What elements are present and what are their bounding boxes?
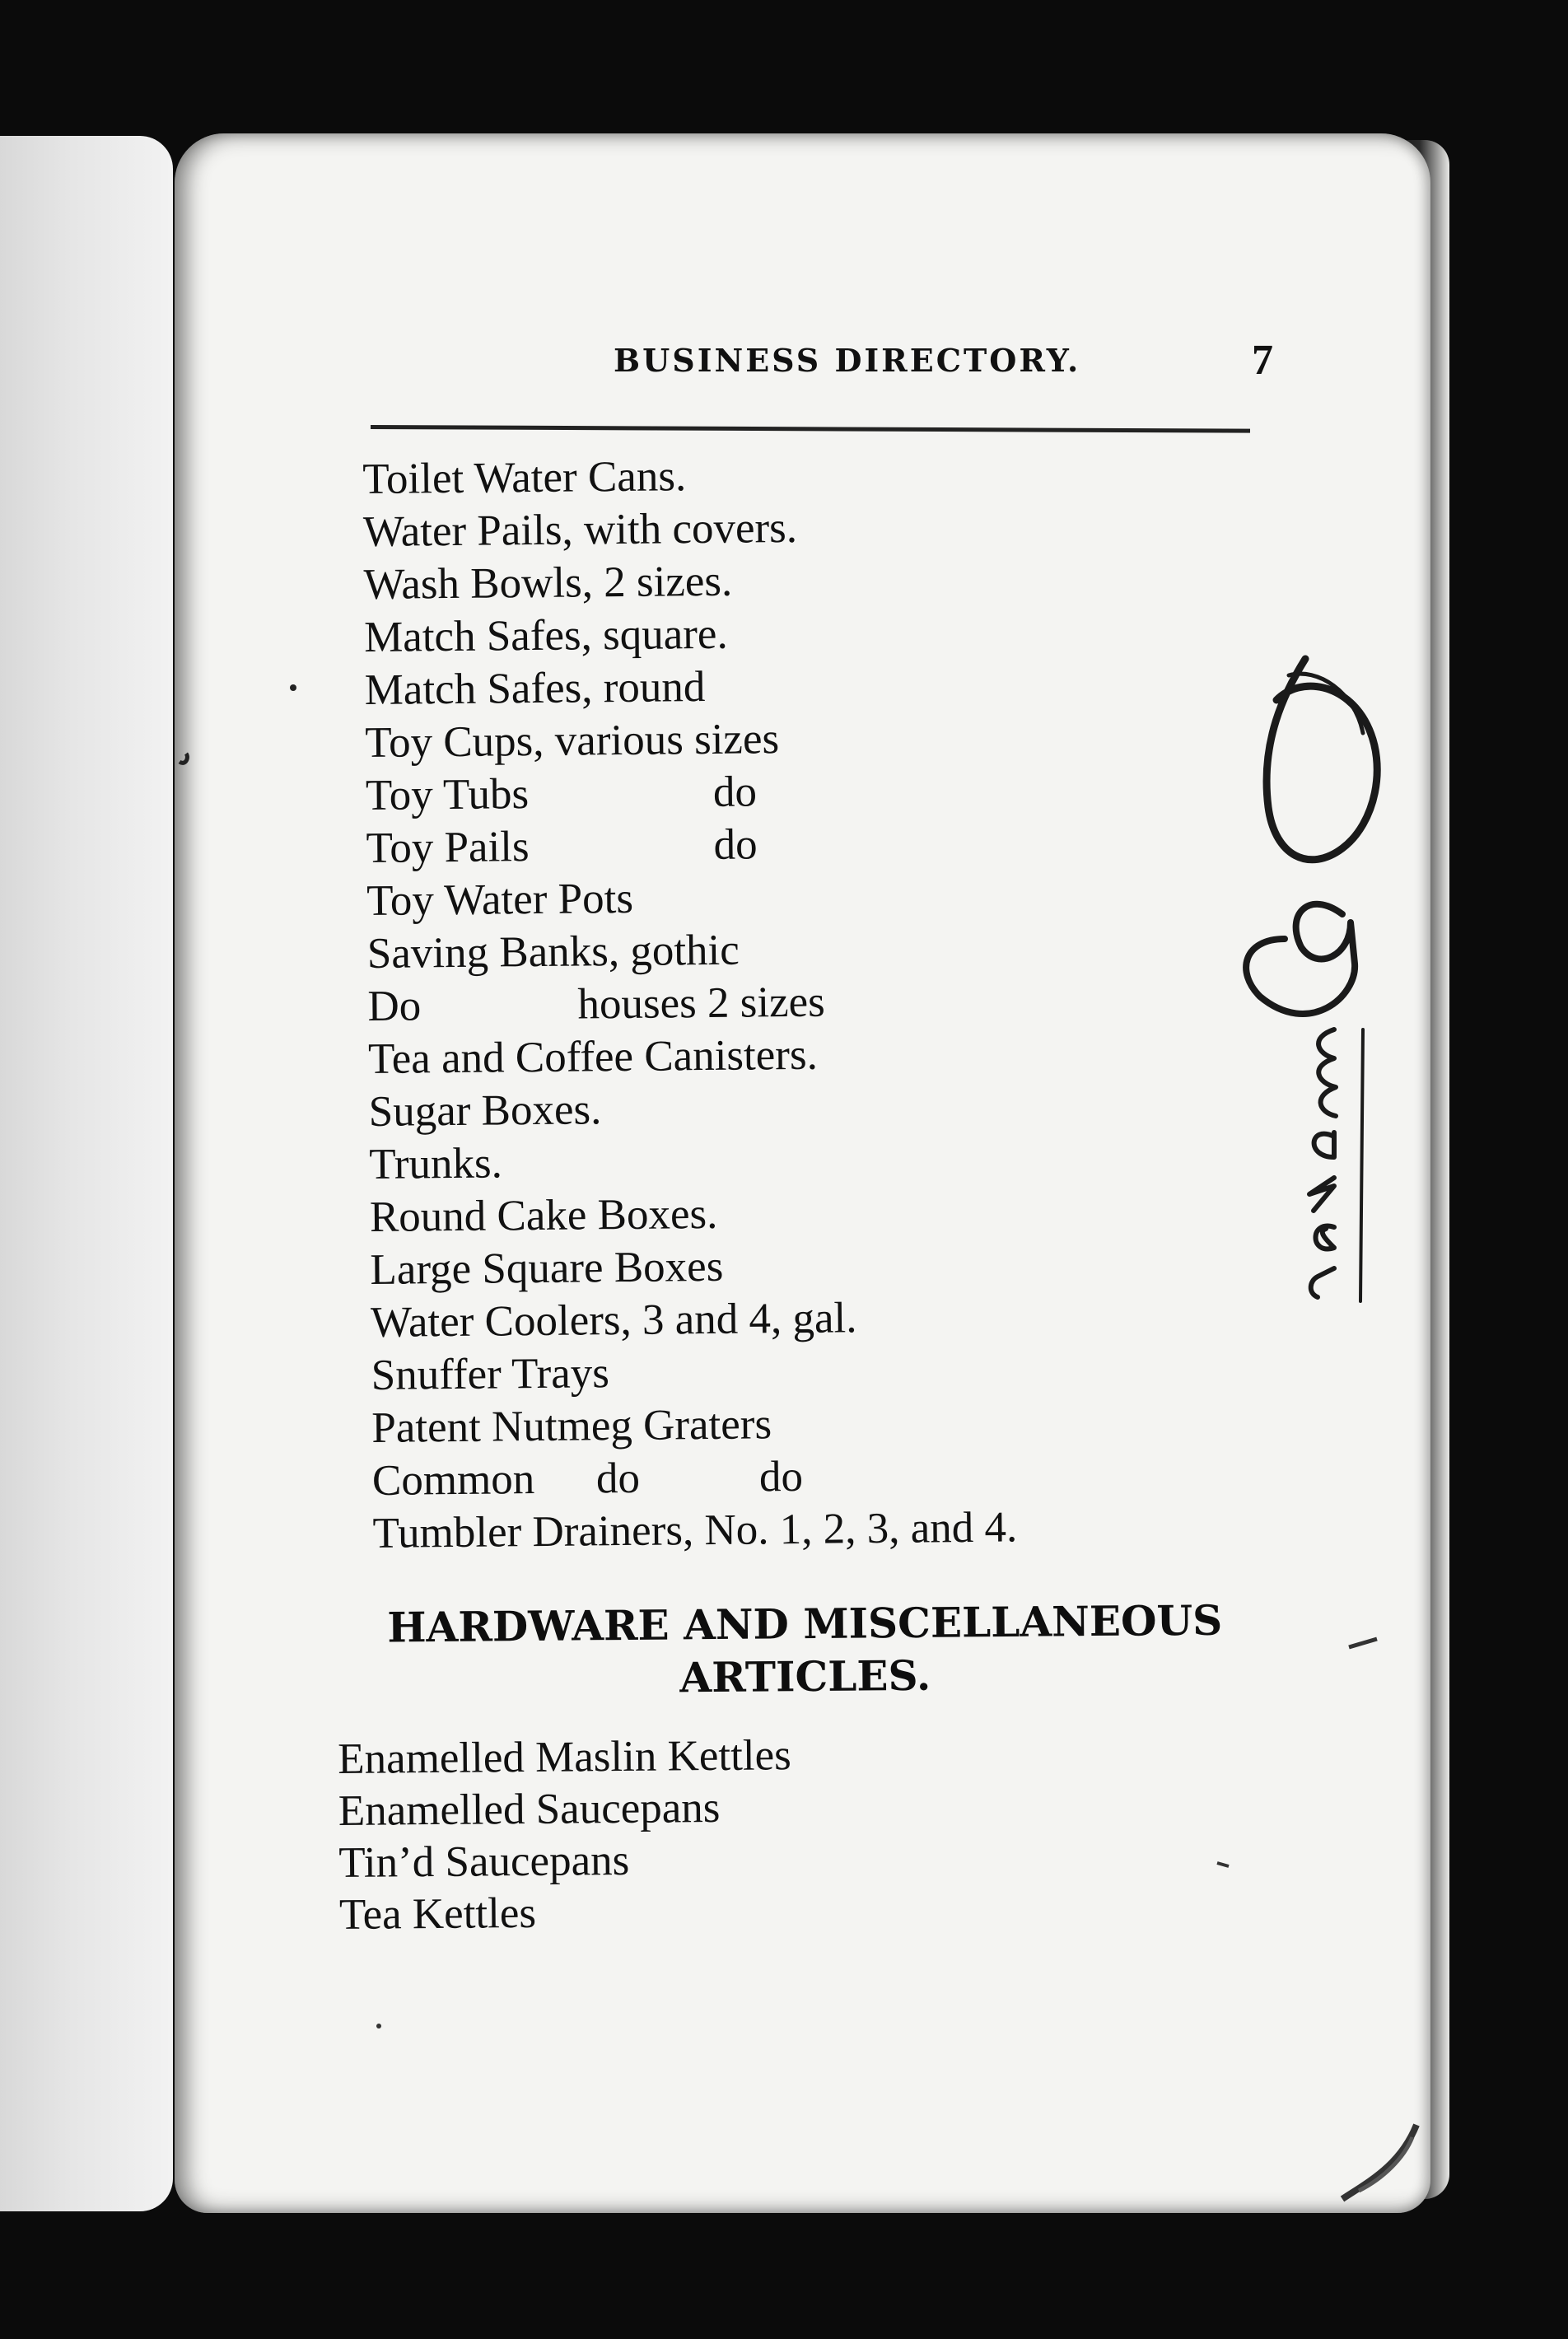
- item-name: Match Safes, round: [364, 663, 706, 714]
- list-item: [338, 1777, 1245, 1837]
- running-header: BUSINESS DIRECTORY.: [614, 342, 1081, 379]
- item-name: Saving Banks, gothic: [366, 926, 740, 978]
- list-item: [339, 1881, 1246, 1941]
- list-item: [372, 1445, 1279, 1507]
- list-item: [366, 760, 1272, 822]
- list-item: [371, 1287, 1277, 1349]
- section-heading-line1: HARDWARE AND MISCELLANEOUS: [387, 1595, 1223, 1652]
- list-item: [371, 1393, 1278, 1454]
- list-item: [364, 602, 1271, 664]
- list-item: [369, 1129, 1276, 1191]
- list-item: [366, 813, 1272, 875]
- item-name: Round Cake Boxes.: [369, 1189, 718, 1241]
- item-name: Common: [371, 1455, 535, 1505]
- list-item: [370, 1235, 1276, 1296]
- item-name: Tin’d Saucepans: [338, 1836, 630, 1887]
- item-detail: houses 2 sizes: [577, 978, 826, 1029]
- ditto-mark: do: [713, 820, 758, 869]
- handwritten-annotation: [1211, 642, 1425, 1351]
- item-name: Water Pails, with covers.: [362, 503, 798, 556]
- left-page-edge: [0, 136, 173, 2211]
- page-number: 7: [1252, 337, 1273, 384]
- item-name: Match Safes, square.: [363, 609, 728, 661]
- item-name: Toy Cups, various sizes: [365, 715, 780, 767]
- list-item: [368, 1024, 1275, 1085]
- list-item: [364, 655, 1271, 717]
- list-item: [362, 444, 1269, 506]
- list-item: [371, 1340, 1277, 1402]
- item-name: Toilet Water Cans.: [362, 452, 687, 503]
- item-name: Large Square Boxes: [370, 1242, 724, 1294]
- item-name: Water Coolers, 3 and 4, gal.: [370, 1294, 857, 1347]
- list-item: [365, 707, 1272, 769]
- section-heading-line2: ARTICLES.: [679, 1650, 931, 1702]
- item-name: Do: [367, 982, 422, 1030]
- item-name: Patent Nutmeg Graters: [371, 1400, 772, 1452]
- list-item: [366, 866, 1273, 927]
- list-item: [338, 1725, 1244, 1786]
- list-item: [338, 1829, 1245, 1889]
- list-item: [367, 918, 1274, 980]
- item-name: Toy Water Pots: [366, 874, 634, 925]
- item-name: Snuffer Trays: [371, 1349, 610, 1399]
- page-corner-wear: [1334, 2108, 1425, 2207]
- ditto-mark: do: [712, 768, 758, 816]
- item-name: Wash Bowls, 2 sizes.: [363, 557, 733, 609]
- item-name: Toy Pails: [366, 823, 530, 872]
- item-name: Tea and Coffee Canisters.: [367, 1030, 819, 1083]
- list-item: [363, 549, 1270, 611]
- item-name: Enamelled Maslin Kettles: [338, 1731, 791, 1783]
- list-item: [372, 1498, 1279, 1560]
- item-list: [362, 444, 1279, 1559]
- item-name: Sugar Boxes.: [368, 1085, 602, 1136]
- hardware-item-list: [338, 1725, 1245, 1941]
- item-name: Trunks.: [369, 1139, 503, 1188]
- item-name: Tumbler Drainers, No. 1, 2, 3, and 4.: [372, 1503, 1018, 1557]
- item-name: Tea Kettles: [338, 1888, 537, 1939]
- list-item: [367, 971, 1274, 1033]
- ditto-mark: do: [758, 1452, 804, 1501]
- item-name: Toy Tubs: [365, 770, 530, 819]
- section-heading: [339, 1594, 1271, 1707]
- item-name: Enamelled Saucepans: [338, 1783, 721, 1835]
- ditto-mark: do: [595, 1454, 641, 1503]
- list-item: [368, 1076, 1275, 1138]
- list-item: [363, 497, 1270, 558]
- list-item: [370, 1182, 1276, 1244]
